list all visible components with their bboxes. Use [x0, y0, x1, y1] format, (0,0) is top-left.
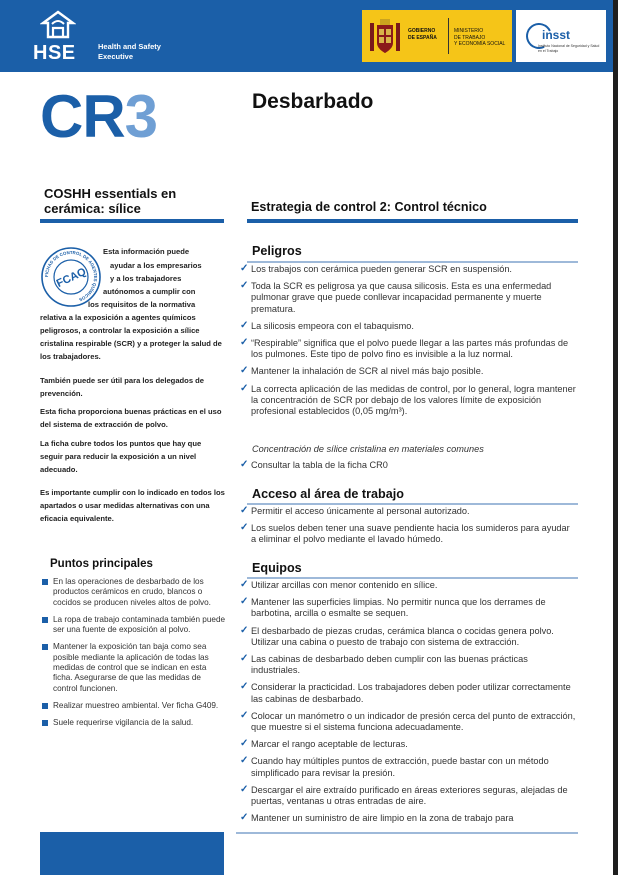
page-title: Desbarbado [252, 90, 374, 113]
equipment-item [240, 785, 576, 807]
check-icon: ✓ [240, 319, 249, 331]
ministry-line3: Y ECONOMÍA SOCIAL [454, 41, 506, 47]
equipment-text: Colocar un manómetro o un indicador de presión cerca del punto de extracción, que muestre si el sistema funciona adecuadamente. [251, 710, 576, 733]
key-point [42, 642, 226, 693]
gov-name [408, 28, 448, 41]
coat-of-arms-icon [368, 17, 402, 57]
equipment-text: Considerar la practicidad. Los trabajadores deben poder utilizar correctamente las cabinas de desbarbado. [251, 682, 571, 704]
header-banner [0, 0, 618, 72]
equipment-item [240, 654, 576, 676]
equipment-text: Mantener un suministro de aire limpio en la zona de trabajo para [251, 813, 514, 824]
access-text: Permitir el acceso únicamente al personal autorizado. [251, 506, 470, 516]
hazards-rule [247, 261, 578, 263]
control-strategy-rule [247, 219, 578, 223]
equipment-item [240, 813, 576, 824]
gov-name-line2: DE ESPAÑA [408, 34, 437, 41]
fcaq-badge-text: FCAQ [54, 265, 89, 290]
hazard-item [240, 366, 576, 377]
government-logo [362, 10, 512, 62]
page-edge [613, 0, 618, 875]
key-point [42, 577, 226, 608]
hse-logo [30, 8, 90, 66]
check-icon: ✓ [240, 280, 249, 292]
access-list [240, 506, 576, 552]
hazard-text: Los trabajos con cerámica pueden generar SCR en suspensión. [251, 264, 512, 274]
key-point-text: Suele requerirse vigilancia de la salud. [53, 718, 194, 728]
check-icon: ✓ [240, 596, 249, 608]
compliance-paragraph: Es importante cumplir con lo indicado en todos los apartados o usar medidas alternativas con una eficacia equivalente. [40, 488, 225, 523]
concentration-note: Concentración de sílice cristalina en materiales comunes [252, 444, 484, 454]
key-point-text: Mantener la exposición tan baja como sea posible mediante la aplicación de todas las medidas de control que se indican en esta ficha. Asegurarse de que las medidas de control funcionen. [53, 642, 209, 693]
hazard-text: La silicosis empeora con el tabaquismo. [251, 320, 414, 331]
left-heading-line1: COSHH essentials en [44, 186, 177, 201]
insst-name: insst [542, 28, 571, 42]
hazard-item [240, 338, 576, 360]
hazard-item [240, 264, 576, 275]
hse-full-name [98, 42, 208, 62]
key-point [42, 615, 226, 636]
fcaq-ring-text: FICHAS DE CONTROL DE AGENTES QUÍMICOS [43, 249, 99, 303]
hse-name-line1: Health and Safety [98, 42, 161, 51]
document-code [40, 82, 157, 152]
ministry-name [454, 28, 510, 48]
equipment-title: Equipos [252, 561, 302, 575]
equipment-item [240, 756, 576, 778]
left-heading-rule [40, 219, 224, 223]
check-icon: ✓ [240, 812, 249, 824]
check-icon: ✓ [240, 755, 249, 767]
intro-line-1: Esta información puede [103, 247, 190, 256]
equipment-list [240, 580, 576, 830]
square-bullet-icon [42, 579, 48, 585]
access-item [240, 523, 576, 545]
equipment-text: El desbarbado de piezas crudas, cerámica blanca o cocidas genera polvo. Utilizar una cabina o puesto de trabajo con sistema de extracción. [251, 625, 554, 647]
square-bullet-icon [42, 703, 48, 709]
gov-name-line1: GOBIERNO [408, 28, 436, 34]
check-icon: ✓ [240, 522, 249, 534]
hse-name-line2: Executive [98, 52, 134, 61]
check-icon: ✓ [240, 337, 249, 349]
key-point-text: En las operaciones de desbarbado de los productos cerámicos en crudo, blancos o cocidos se producen niveles altos de polvo. [53, 577, 211, 607]
concentration-text: Consultar la tabla de la ficha CR0 [251, 460, 388, 470]
left-footer-bar [40, 832, 224, 875]
document-code-digit: 3 [124, 83, 158, 150]
document-code-letters: CR [40, 83, 125, 150]
intro-line-4: autónomos a cumplir con [103, 287, 196, 296]
right-footer-rule [236, 832, 578, 834]
concentration-list [240, 460, 576, 477]
square-bullet-icon [42, 720, 48, 726]
check-icon: ✓ [240, 783, 249, 795]
key-point [42, 718, 226, 728]
check-icon: ✓ [240, 653, 249, 665]
hazard-text: La correcta aplicación de las medidas de control, por lo general, logra mantener la concentración de SCR por debajo de los valores límite de exposición profesional establecidos (0,05 mg/m³). [251, 383, 576, 417]
check-icon: ✓ [240, 505, 249, 516]
square-bullet-icon [42, 644, 48, 650]
equipment-text: Marcar el rango aceptable de lecturas. [251, 739, 408, 750]
key-point-text: Realizar muestreo ambiental. Ver ficha G409. [53, 700, 219, 710]
check-icon: ✓ [240, 681, 249, 693]
check-icon: ✓ [240, 382, 249, 394]
access-text: Los suelos deben tener una suave pendiente hacia los sumideros para ayudar a eliminar el polvo mediante el lavado húmedo. [251, 523, 570, 545]
insst-subtitle: Instituto Nacional de Seguridad y Salud en el Trabajo [538, 44, 600, 53]
hazard-item [240, 384, 576, 418]
access-item [240, 506, 576, 517]
equipment-rule [247, 577, 578, 579]
equipment-text: Las cabinas de desbarbado deben cumplir con las buenas prácticas industriales. [251, 654, 528, 676]
square-bullet-icon [42, 617, 48, 623]
hse-logo-icon [40, 10, 76, 40]
left-heading-line2: cerámica: sílice [44, 201, 141, 216]
key-point-text: La ropa de trabajo contaminada también puede ser una fuente de exposición al polvo. [53, 614, 226, 635]
intro-line-5: los requisitos de la normativa [88, 300, 196, 309]
access-rule [247, 503, 578, 505]
intro-paragraph: relativa a la exposición a agentes químicos peligrosos, a controlar la exposición a sílice cristalina respirable (SCR) y a proteger la salud de los trabajadores. [40, 313, 222, 361]
check-icon: ✓ [240, 624, 249, 636]
ministry-line1: MINISTERIO [454, 28, 484, 34]
ministry-line2: DE TRABAJO [454, 34, 486, 41]
check-icon: ✓ [240, 579, 249, 590]
gov-divider [448, 18, 449, 54]
hazard-item [240, 321, 576, 332]
concentration-item [240, 460, 576, 471]
key-points-title: Puntos principales [50, 558, 153, 570]
hazard-text: Toda la SCR es peligrosa ya que causa silicosis. Esta es una enfermedad pulmonar grave que puede conllevar incapacidad permanente y muerte prematura. [251, 281, 552, 314]
check-icon: ✓ [240, 365, 249, 377]
good-practice-paragraph: Esta ficha proporciona buenas prácticas en el uso del sistema de extracción de polvo. [40, 407, 222, 429]
equipment-text: Mantener las superficies limpias. No permitir nunca que los derrames de barbotina, arcilla o esmalte se sequen. [251, 597, 546, 619]
equipment-text: Descargar el aire extraído purificado en áreas exteriores seguras, alejadas de puertas, ventanas u otras entradas de aire. [251, 784, 568, 807]
check-icon: ✓ [240, 263, 249, 274]
insst-logo [516, 10, 606, 62]
access-title: Acceso al área de trabajo [252, 487, 404, 501]
equipment-item [240, 626, 576, 648]
hazards-title: Peligros [252, 244, 302, 258]
equipment-item [240, 597, 576, 619]
key-point [42, 701, 226, 711]
key-points-list [42, 577, 226, 736]
equipment-item [240, 682, 576, 704]
equipment-item [240, 711, 576, 733]
intro-line-3: y a los trabajadores [110, 274, 182, 283]
equipment-text: Cuando hay múltiples puntos de extracción, puede bastar con un método simplificado para revisar la presión. [251, 756, 549, 778]
hazard-item [240, 281, 576, 315]
delegates-paragraph: También puede ser útil para los delegados de prevención. [40, 376, 205, 398]
intro-line-2: ayudar a los empresarios [110, 261, 202, 270]
left-heading [44, 186, 219, 216]
coverage-paragraph: La ficha cubre todos los puntos que hay que seguir para reducir la exposición a un nivel adecuado. [40, 439, 202, 474]
equipment-text: Utilizar arcillas con menor contenido en sílice. [251, 580, 438, 590]
hazard-text: Mantener la inhalación de SCR al nivel más bajo posible. [251, 366, 484, 377]
hazard-text: “Respirable” significa que el polvo puede llegar a las partes más profundas de los pulmones. Este tipo de polvo fino es invisible a la luz normal. [251, 338, 569, 360]
equipment-item [240, 580, 576, 591]
check-icon: ✓ [240, 738, 249, 750]
check-icon: ✓ [240, 459, 249, 470]
hse-abbr: HSE [33, 42, 76, 64]
hazards-list [240, 264, 576, 423]
control-strategy-heading: Estrategia de control 2: Control técnico [251, 200, 487, 214]
equipment-item [240, 739, 576, 750]
check-icon: ✓ [240, 709, 249, 721]
